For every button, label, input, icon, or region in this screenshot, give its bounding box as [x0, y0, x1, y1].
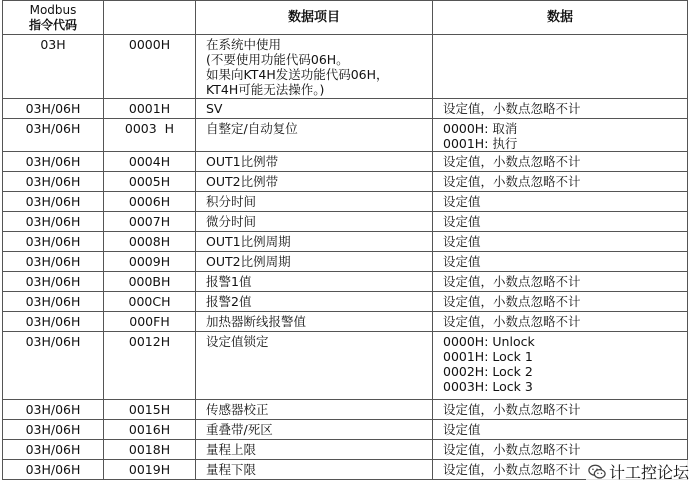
data-item-line: 传感器校正 — [206, 402, 269, 417]
watermark-text: 计工控论坛 — [608, 463, 689, 482]
table-row — [3, 252, 688, 272]
table-header-row — [3, 1, 688, 35]
header-data-item: 数据项目 — [196, 1, 433, 35]
register-address-cell: 0005H — [104, 172, 196, 192]
data-value-cell — [433, 252, 688, 272]
data-item-line: 在系统中使用 — [206, 37, 282, 52]
register-address-cell: 0016H — [104, 420, 196, 440]
modbus-code-cell: 03H/06H — [3, 332, 104, 400]
modbus-code-cell: 03H/06H — [3, 272, 104, 292]
data-value-line: 设定值，小数点忽略不计 — [443, 154, 581, 169]
data-value-cell — [433, 440, 688, 460]
data-value-line: 0000H: 取消 — [443, 121, 518, 136]
modbus-code-cell: 03H/06H — [3, 312, 104, 332]
modbus-code-cell: 03H/06H — [3, 460, 104, 480]
data-item-line: 量程下限 — [206, 462, 257, 477]
data-value-cell — [433, 420, 688, 440]
data-item-line: 报警2值 — [206, 294, 252, 309]
register-address-cell: 0019H — [104, 460, 196, 480]
register-address-cell: 000CH — [104, 292, 196, 312]
data-value-line: 设定值 — [443, 234, 481, 249]
data-item-cell — [196, 440, 433, 460]
modbus-code-cell: 03H — [3, 35, 104, 99]
data-value-line: 设定值，小数点忽略不计 — [443, 442, 581, 457]
table-row — [3, 119, 688, 152]
register-address-cell: 0000H — [104, 35, 196, 99]
register-address-cell: 0006H — [104, 192, 196, 212]
data-value-cell — [433, 332, 688, 400]
table-row — [3, 172, 688, 192]
data-value-line: 0001H: Lock 1 — [443, 349, 533, 364]
data-item-line: 设定值锁定 — [206, 334, 269, 349]
data-value-line: 0002H: Lock 2 — [443, 364, 533, 379]
data-item-cell — [196, 312, 433, 332]
table-row — [3, 420, 688, 440]
data-value-cell — [433, 192, 688, 212]
data-item-cell — [196, 292, 433, 312]
watermark — [586, 460, 691, 483]
table-row — [3, 272, 688, 292]
data-value-cell — [433, 232, 688, 252]
data-value-cell — [433, 400, 688, 420]
header-command-code-label: 指令代码 — [28, 17, 77, 32]
data-item-cell — [196, 332, 433, 400]
data-item-line: 加热器断线报警值 — [206, 314, 307, 329]
header-address — [104, 1, 196, 35]
data-value-cell — [433, 212, 688, 232]
modbus-code-cell: 03H/06H — [3, 252, 104, 272]
table-row — [3, 212, 688, 232]
data-item-cell — [196, 35, 433, 99]
data-value-line: 设定值，小数点忽略不计 — [443, 174, 581, 189]
data-item-cell — [196, 172, 433, 192]
data-value-cell — [433, 99, 688, 119]
register-address-cell: 000BH — [104, 272, 196, 292]
data-item-cell — [196, 192, 433, 212]
modbus-code-cell: 03H/06H — [3, 420, 104, 440]
data-item-cell — [196, 252, 433, 272]
table-row — [3, 292, 688, 312]
data-value-cell — [433, 152, 688, 172]
data-value-cell — [433, 172, 688, 192]
table-row — [3, 192, 688, 212]
data-item-line: OUT1比例周期 — [206, 234, 291, 249]
table-row — [3, 400, 688, 420]
data-item-line: 自整定/自动复位 — [206, 121, 298, 136]
data-value-line: 设定值，小数点忽略不计 — [443, 402, 581, 417]
modbus-code-cell: 03H/06H — [3, 192, 104, 212]
modbus-register-table — [2, 0, 688, 480]
data-value-cell — [433, 35, 688, 99]
data-item-cell — [196, 460, 433, 480]
data-value-line: 设定值，小数点忽略不计 — [443, 294, 581, 309]
data-item-line: 量程上限 — [206, 442, 257, 457]
data-item-cell — [196, 152, 433, 172]
data-item-cell — [196, 232, 433, 252]
modbus-code-cell: 03H/06H — [3, 172, 104, 192]
data-value-line: 设定值，小数点忽略不计 — [443, 274, 581, 289]
data-item-cell — [196, 272, 433, 292]
modbus-code-cell: 03H/06H — [3, 212, 104, 232]
modbus-code-cell: 03H/06H — [3, 232, 104, 252]
table-row — [3, 152, 688, 172]
data-value-line: 设定值 — [443, 194, 481, 209]
header-modbus-label: Modbus — [29, 2, 77, 17]
modbus-code-cell: 03H/06H — [3, 99, 104, 119]
data-item-line: OUT2比例周期 — [206, 254, 291, 269]
data-item-line: OUT1比例带 — [206, 154, 279, 169]
data-item-line: 报警1值 — [206, 274, 252, 289]
data-item-cell — [196, 212, 433, 232]
table-row — [3, 332, 688, 400]
register-address-cell: 0003 H — [104, 119, 196, 152]
modbus-code-cell: 03H/06H — [3, 440, 104, 460]
register-address-cell: 0018H — [104, 440, 196, 460]
wechat-icon — [588, 463, 606, 481]
data-item-line: 微分时间 — [206, 214, 257, 229]
data-value-cell — [433, 272, 688, 292]
register-address-cell: 0001H — [104, 99, 196, 119]
header-modbus-code — [3, 1, 104, 35]
data-item-line: KT4H可能无法操作。) — [206, 82, 325, 97]
register-address-cell: 0015H — [104, 400, 196, 420]
modbus-code-cell: 03H/06H — [3, 400, 104, 420]
register-address-cell: 0007H — [104, 212, 196, 232]
data-item-line: 如果向KT4H发送功能代码06H， — [206, 67, 389, 82]
table-row — [3, 35, 688, 99]
data-value-line: 0000H: Unlock — [443, 334, 535, 349]
data-value-cell — [433, 312, 688, 332]
data-item-cell — [196, 420, 433, 440]
data-value-cell — [433, 119, 688, 152]
data-item-line: SV — [206, 101, 223, 116]
modbus-code-cell: 03H/06H — [3, 152, 104, 172]
table-body — [3, 35, 688, 480]
table-row — [3, 312, 688, 332]
data-value-cell — [433, 292, 688, 312]
register-address-cell: 0009H — [104, 252, 196, 272]
data-item-line: 积分时间 — [206, 194, 257, 209]
data-value-line: 设定值 — [443, 214, 481, 229]
data-item-line: 重叠带/死区 — [206, 422, 273, 437]
register-address-cell: 0012H — [104, 332, 196, 400]
table-row — [3, 440, 688, 460]
data-item-cell — [196, 119, 433, 152]
data-value-line: 0003H: Lock 3 — [443, 379, 533, 394]
data-item-cell — [196, 400, 433, 420]
register-address-cell: 000FH — [104, 312, 196, 332]
data-value-line: 0001H: 执行 — [443, 136, 518, 151]
data-value-line: 设定值，小数点忽略不计 — [443, 101, 581, 116]
table-row — [3, 460, 688, 480]
register-address-cell: 0004H — [104, 152, 196, 172]
data-value-line: 设定值 — [443, 254, 481, 269]
data-value-line: 设定值 — [443, 422, 481, 437]
table-row — [3, 232, 688, 252]
data-value-line: 设定值，小数点忽略不计 — [443, 314, 581, 329]
data-item-line: OUT2比例带 — [206, 174, 279, 189]
data-item-line: (不要使用功能代码06H。 — [206, 52, 349, 67]
register-address-cell: 0008H — [104, 232, 196, 252]
modbus-code-cell: 03H/06H — [3, 119, 104, 152]
table-row — [3, 99, 688, 119]
modbus-code-cell: 03H/06H — [3, 292, 104, 312]
header-data: 数据 — [433, 1, 688, 35]
data-item-cell — [196, 99, 433, 119]
data-value-line: 设定值，小数点忽略不计 — [443, 462, 581, 477]
